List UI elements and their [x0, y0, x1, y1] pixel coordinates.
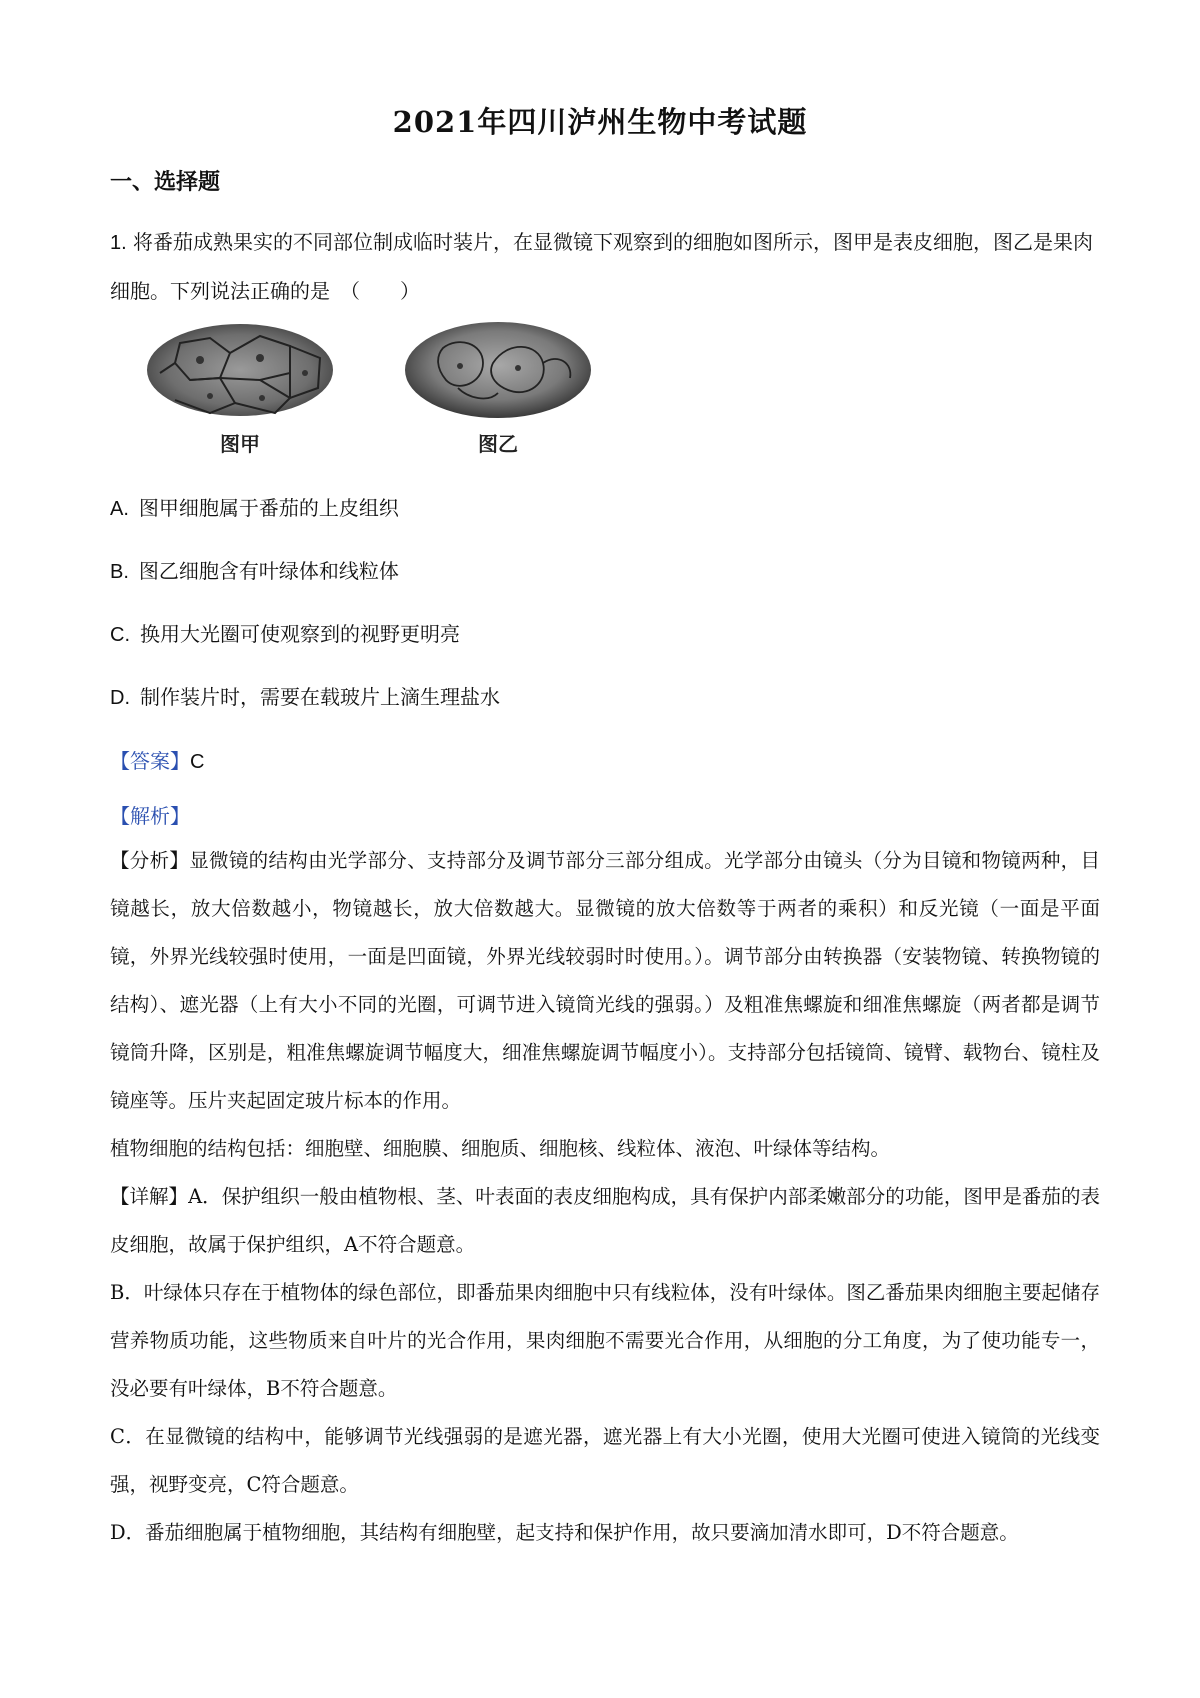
figure-yi [398, 318, 598, 458]
option-a-text: 图甲细胞属于番茄的上皮组织 [138, 496, 399, 520]
question-text [110, 218, 1100, 315]
detail-a-text: A．保护组织一般由植物根、茎、叶表面的表皮细胞构成，具有保护内部柔嫩部分的功能，图甲是番茄的表皮细胞，故属于保护组织，A不符合题意。 [110, 1185, 1100, 1256]
answer-label: 【答案】 [110, 749, 190, 773]
pulp-cells-micrograph-icon [398, 318, 598, 428]
option-b [110, 555, 399, 584]
plant-cell-paragraph: 植物细胞的结构包括：细胞壁、细胞膜、细胞质、细胞核、线粒体、液泡、叶绿体等结构。 [110, 1137, 891, 1160]
detail-label: 【详解】 [110, 1185, 189, 1208]
detail-a-paragraph [110, 1173, 1100, 1269]
figure-row [140, 318, 640, 458]
option-a [110, 492, 399, 521]
detail-c-paragraph: C．在显微镜的结构中，能够调节光线强弱的是遮光器，遮光器上有大小光圈，使用大光圈可使进入镜筒的光线变强，视野变亮，C符合题意。 [110, 1425, 1100, 1496]
option-d-key: D. [110, 687, 130, 709]
figure-yi-label: 图乙 [478, 432, 518, 456]
detail-d-paragraph: D．番茄细胞属于植物细胞，其结构有细胞壁，起支持和保护作用，故只要滴加清水即可，D不符合题意。 [110, 1521, 1019, 1544]
option-b-text: 图乙细胞含有叶绿体和线粒体 [138, 559, 399, 583]
option-b-key: B. [110, 561, 129, 583]
section-heading: 一、选择题 [110, 169, 221, 195]
analysis-label: 【解析】 [110, 804, 190, 828]
question-body: 将番茄成熟果实的不同部位制成临时装片，在显微镜下观察到的细胞如图所示，图甲是表皮细胞，图乙是果肉细胞。下列说法正确的是 （ ） [110, 230, 1094, 303]
option-c-key: C. [110, 624, 130, 646]
option-c-text: 换用大光圈可使观察到的视野更明亮 [140, 622, 460, 646]
option-c [110, 618, 460, 647]
analysis-paragraph [110, 837, 1100, 1125]
answer-value: C [190, 751, 205, 773]
figure-jia [140, 318, 340, 458]
detail-b-paragraph: B．叶绿体只存在于植物体的绿色部位，即番茄果肉细胞中只有线粒体，没有叶绿体。图乙番茄果肉细胞主要起储存营养物质功能，这些物质来自叶片的光合作用，果肉细胞不需要光合作用，从细胞的分工角度，为了使功能专一，没必要有叶绿体，B不符合题意。 [110, 1281, 1100, 1400]
question-number: 1. [110, 232, 127, 254]
option-d [110, 681, 500, 710]
analysis-fenxi-text: 显微镜的结构由光学部分、支持部分及调节部分三部分组成。光学部分由镜头（分为目镜和物镜两种，目镜越长，放大倍数越小，物镜越长，放大倍数越大。显微镜的放大倍数等于两者的乘积）和反光镜（一面是平面镜，外界光线较强时使用，一面是凹面镜，外界光线较弱时时使用。）。调节部分由转换器（安装物镜、转换物镜的结构）、遮光器（上有大小不同的光圈，可调节进入镜筒光线的强弱。）及粗准焦螺旋和细准焦螺旋（两者都是调节镜筒升降，区别是，粗准焦螺旋调节幅度大，细准焦螺旋调节幅度小）。支持部分包括镜筒、镜臂、载物台、镜柱及镜座等。压片夹起固定玻片标本的作用。 [110, 849, 1100, 1112]
answer-line [110, 745, 204, 774]
option-d-text: 制作装片时，需要在载玻片上滴生理盐水 [140, 685, 500, 709]
analysis-fenxi-label: 【分析】 [110, 849, 190, 872]
page-title: 2021年四川泸州生物中考试题 [392, 105, 808, 139]
figure-jia-label: 图甲 [220, 432, 260, 456]
epidermis-cells-micrograph-icon [140, 318, 340, 428]
option-a-key: A. [110, 498, 129, 520]
